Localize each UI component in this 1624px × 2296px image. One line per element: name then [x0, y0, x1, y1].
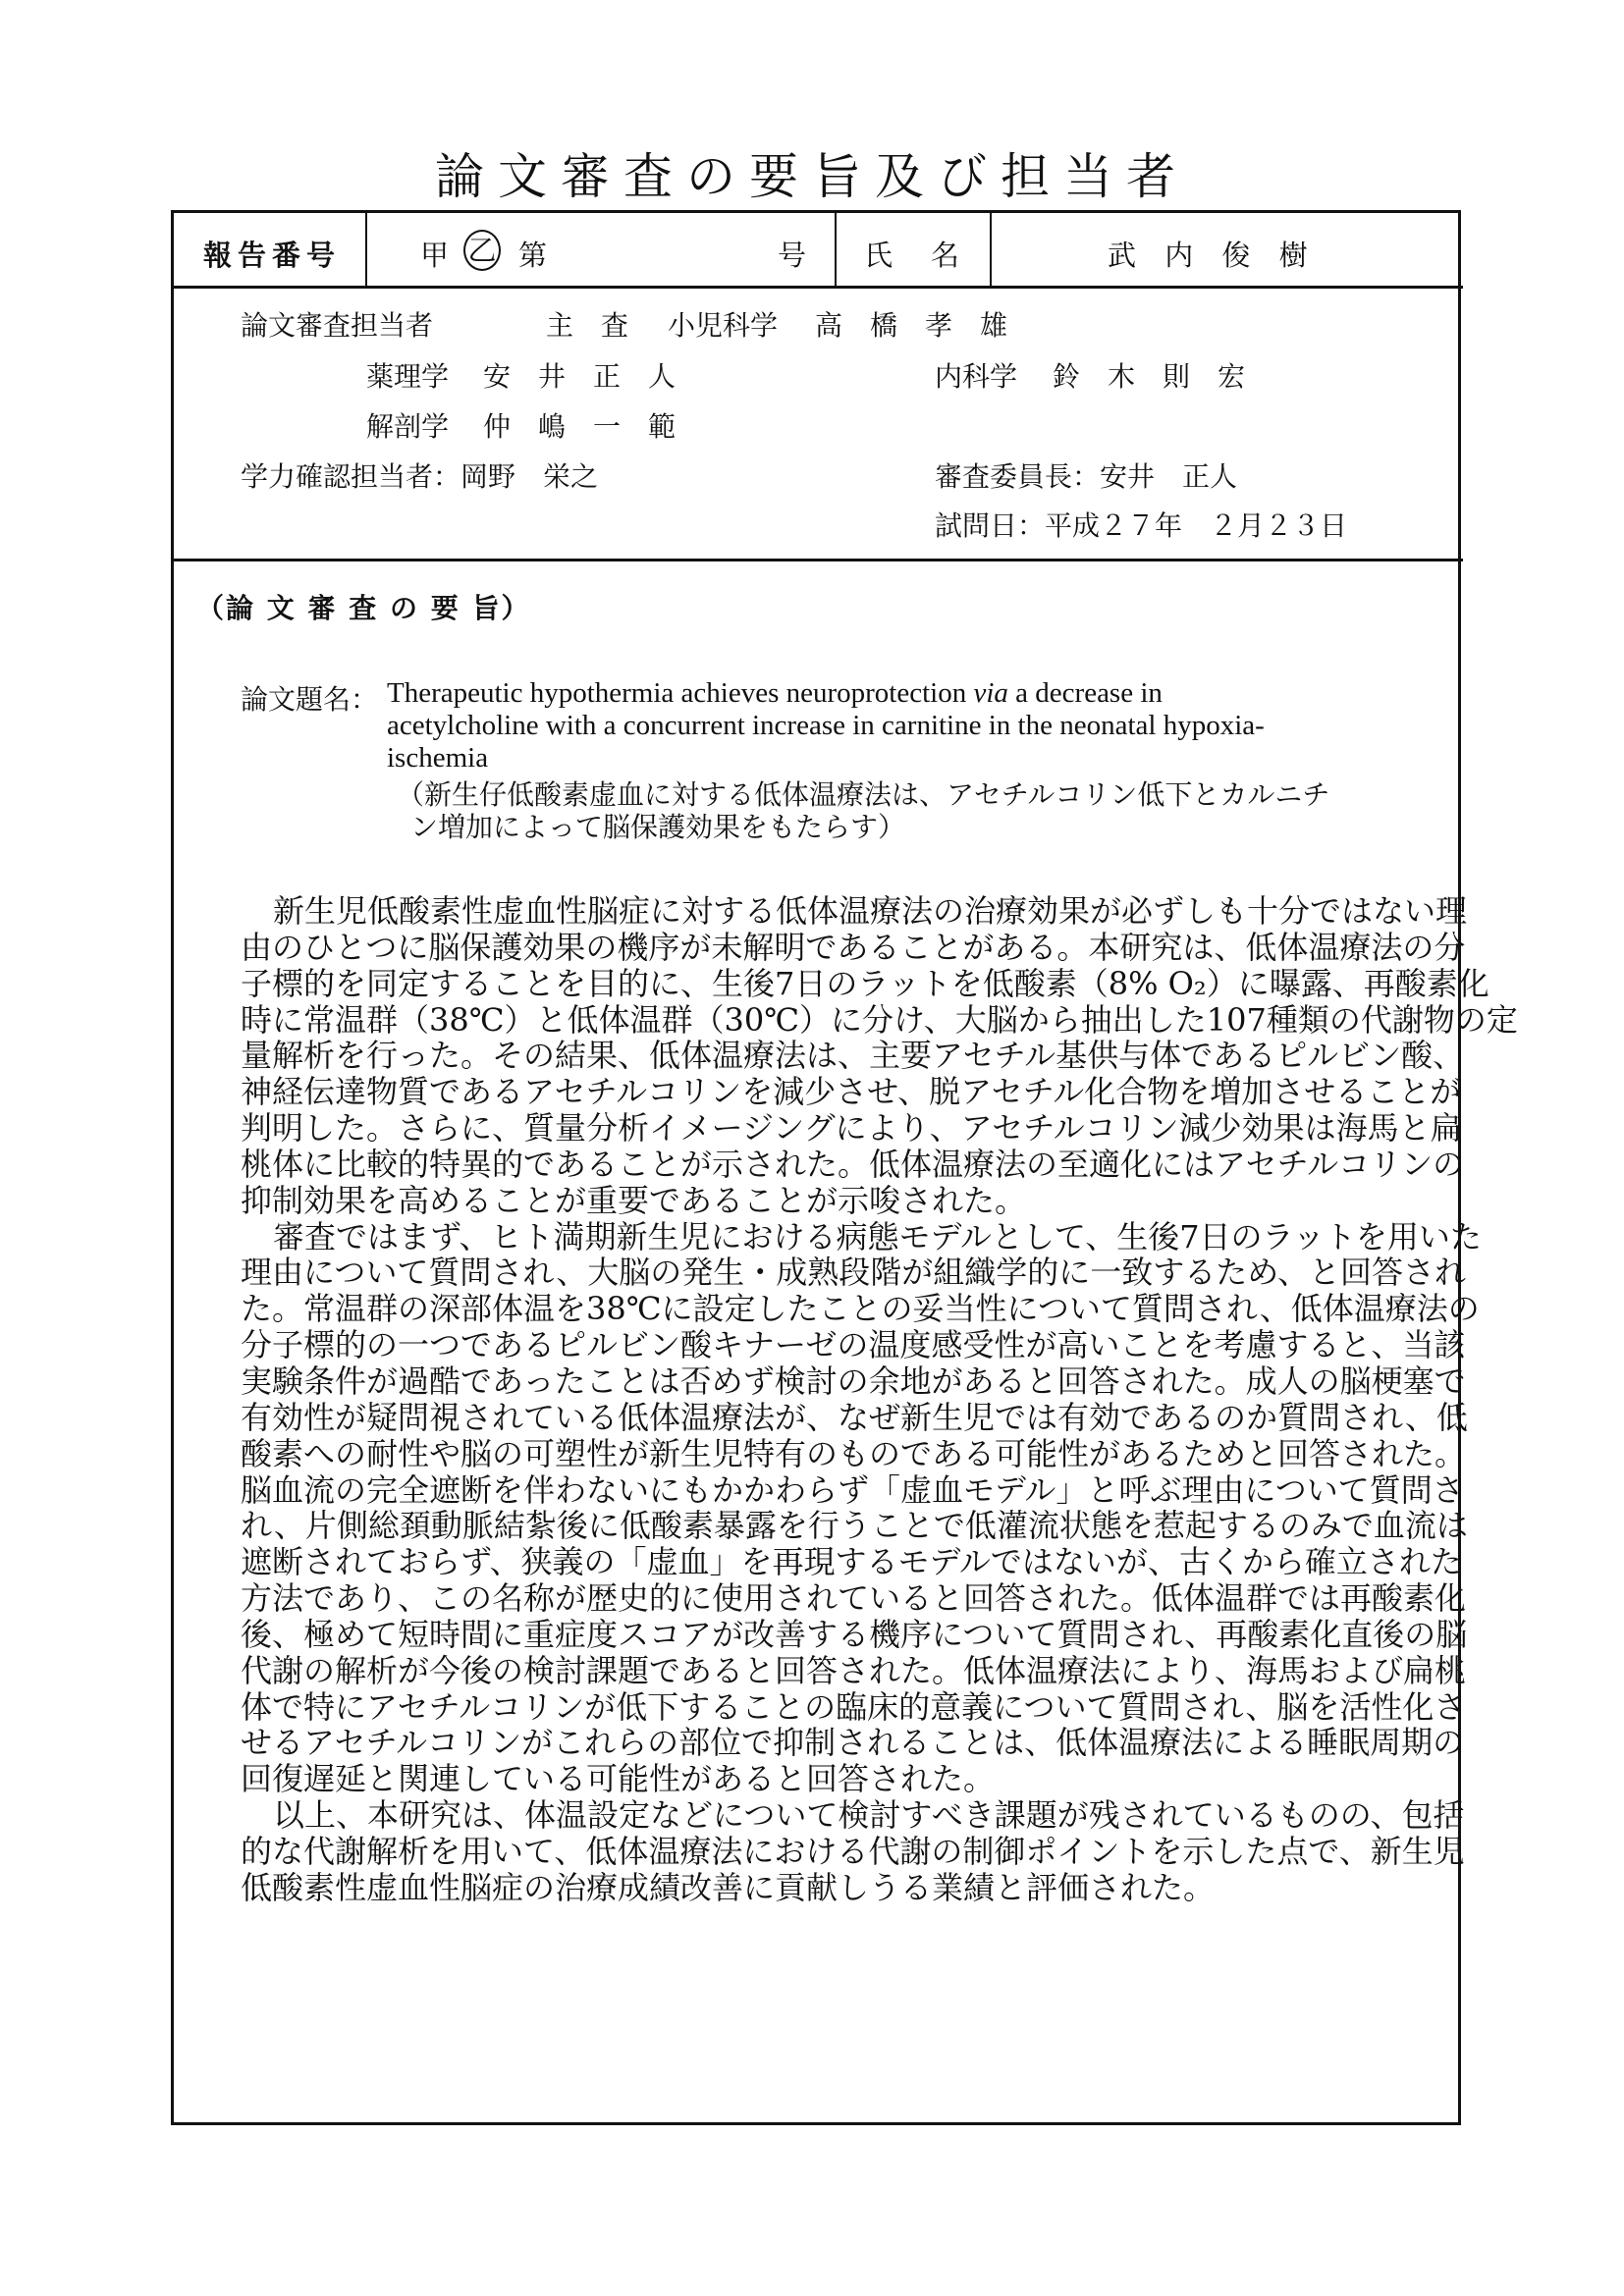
- summary-heading: （論 文 審 査 の 要 旨）: [196, 592, 531, 624]
- body-line: 量解析を行った。その結果、低体温療法は、主要アセチル基供与体であるピルビン酸、: [241, 1037, 1465, 1075]
- thesis-title-en-line: ischemia: [387, 742, 489, 774]
- body-line: 有効性が疑問視されている低体温療法が、なぜ新生児では有効であるのか質問され、低: [241, 1398, 1468, 1436]
- thesis-title-label: 論文題名：: [241, 683, 379, 716]
- name-label-1: 氏: [864, 239, 893, 272]
- thesis-title-en-line: acetylcholine with a concurrent increase in carnitine in the neonatal hypoxia-: [387, 710, 1265, 741]
- section-divider: [171, 559, 1463, 561]
- summary-body: [241, 892, 1518, 1906]
- member-dept: 解剖学: [366, 410, 450, 443]
- body-line: 回復遅延と関連している可能性があると回答された。: [241, 1760, 996, 1798]
- body-line: 代謝の解析が今後の検討課題であると回答された。低体温療法により、海馬および扁桃: [241, 1651, 1467, 1689]
- body-line: 遮断されておらず、狭義の「虚血」を再現するモデルではないが、古くから確立された: [241, 1543, 1462, 1581]
- member-name: 鈴 木 則 宏: [1053, 360, 1246, 393]
- ability-check-reviewer: 学力確認担当者：岡野 栄之: [241, 460, 599, 493]
- body-line: 分子標的の一つであるピルビン酸キナーゼの温度感受性が高いことを考慮すると、当該: [241, 1326, 1466, 1364]
- exam-date: 試問日：平成２７年 ２月２３日: [935, 509, 1348, 542]
- chief-dept: 小児科学: [668, 309, 779, 342]
- body-line: 酸素への耐性や脳の可塑性が新生児特有のものである可能性があるためと回答された。: [241, 1434, 1467, 1472]
- report-number-label: 報告番号: [203, 239, 342, 272]
- thesis-title-en-line: Therapeutic hypothermia achieves neuroprotection via a decrease in: [387, 677, 1163, 709]
- member-dept: 薬理学: [366, 360, 450, 393]
- body-line: 審査ではまず、ヒト満期新生児における病態モデルとして、生後7日のラットを用いた: [273, 1217, 1482, 1255]
- kou-label: 甲: [420, 239, 450, 272]
- body-line: 新生児低酸素性虚血性脳症に対する低体温療法の治療効果が必ずしも十分ではない理: [273, 892, 1468, 930]
- member-name: 安 井 正 人: [483, 360, 677, 393]
- chief-role: 主 査: [546, 309, 629, 342]
- column-divider: [365, 210, 367, 288]
- body-line: 理由について質問され、大脳の発生・成熟段階が組織学的に一致するため、と回答され: [241, 1254, 1467, 1292]
- body-line: 的な代謝解析を用いて、低体温療法における代謝の制御ポイントを示した点で、新生児: [241, 1832, 1465, 1870]
- body-line: 以上、本研究は、体温設定などについて検討すべき課題が残されているものの、包括: [273, 1796, 1465, 1835]
- body-line: 低酸素性虚血性脳症の治療成績改善に貢献しうる業績と評価された。: [241, 1868, 1216, 1906]
- body-line: 判明した。さらに、質量分析イメージングにより、アセチルコリン減少効果は海馬と扁: [241, 1109, 1462, 1148]
- member-name: 仲 嶋 一 範: [483, 410, 677, 443]
- body-line: 神経伝達物質であるアセチルコリンを減少させ、脱アセチル化合物を増加させることが: [241, 1073, 1462, 1111]
- member-dept: 内科学: [935, 360, 1018, 393]
- chief-name: 高 橋 孝 雄: [815, 309, 1008, 342]
- body-line: れ、片側総頚動脈結紮後に低酸素暴露を行うことで低灌流状態を惹起するのみで血流は: [241, 1507, 1468, 1545]
- gou-label: 号: [778, 239, 807, 272]
- body-line: せるアセチルコリンがこれらの部位で抑制されることは、低体温療法による睡眠周期の: [241, 1724, 1465, 1762]
- body-line: 桃体に比較的特異的であることが示された。低体温療法の至適化にはアセチルコリンの: [241, 1145, 1465, 1183]
- name-label-2: 名: [931, 239, 960, 272]
- dai-label: 第: [518, 239, 548, 272]
- body-line: 脳血流の完全遮断を伴わないにもかかわらず「虚血モデル」と呼ぶ理由について質問さ: [241, 1470, 1464, 1509]
- thesis-title-jp-line: ン増加によって脳保護効果をもたらす）: [410, 811, 906, 843]
- page-title: 論文審査の要旨及び担当者: [435, 148, 1189, 205]
- otsu-circled: [463, 230, 501, 271]
- body-line: 実験条件が過酷であったことは否めず検討の余地があると回答された。成人の脳梗塞で: [241, 1362, 1466, 1400]
- body-line: た。常温群の深部体温を38℃に設定したことの妥当性について質問され、低体温療法の: [241, 1290, 1480, 1328]
- otsu-circle-mark: 乙: [463, 230, 501, 271]
- committee-chair: 審査委員長：安井 正人: [935, 460, 1238, 493]
- body-line: 時に常温群（38℃）と低体温群（30℃）に分け、大脳から抽出した107種類の代謝物の定: [241, 1000, 1518, 1039]
- body-line: 子標的を同定することを目的に、生後7日のラットを低酸素（8% O₂）に曝露、再酸素化: [241, 964, 1489, 1002]
- reviewers-label: 論文審査担当者: [241, 309, 434, 342]
- column-divider: [835, 210, 837, 288]
- candidate-name: 武 内 俊 樹: [1108, 239, 1318, 272]
- body-line: 体で特にアセチルコリンが低下することの臨床的意義について質問され、脳を活性化さ: [241, 1687, 1466, 1726]
- body-line: 後、極めて短時間に重症度スコアが改善する機序について質問され、再酸素化直後の脳: [241, 1615, 1468, 1653]
- body-line: 由のひとつに脳保護効果の機序が未解明であることがある。本研究は、低体温療法の分: [241, 928, 1466, 966]
- body-line: 方法であり、この名称が歴史的に使用されていると回答された。低体温群では再酸素化: [241, 1579, 1467, 1618]
- thesis-title-jp-line: （新生仔低酸素虚血に対する低体温療法は、アセチルコリン低下とカルニチ: [397, 778, 1330, 811]
- column-divider: [990, 210, 992, 288]
- body-line: 抑制効果を高めることが重要であることが示唆された。: [241, 1181, 1027, 1219]
